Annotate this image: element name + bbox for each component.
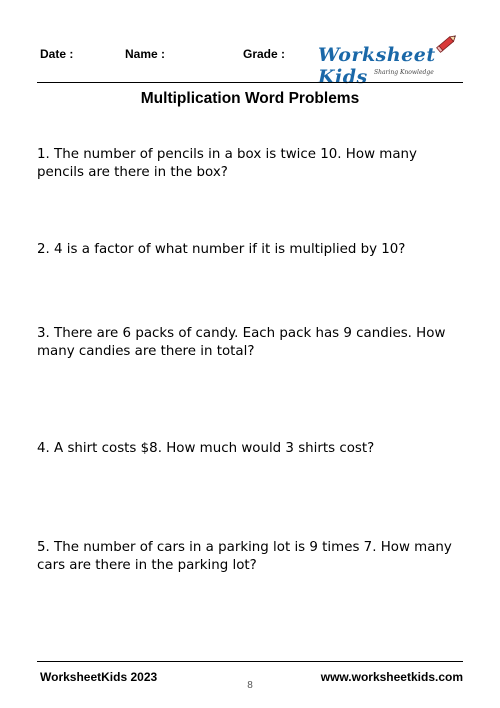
header-divider bbox=[37, 82, 463, 83]
name-label: Name : bbox=[125, 47, 166, 61]
grade-label: Grade : bbox=[243, 47, 286, 61]
date-label: Date : bbox=[40, 47, 74, 61]
question-1: 1. The number of pencils in a box is twice 10. How many pencils are there in the box? bbox=[37, 147, 417, 180]
question-5: 5. The number of cars in a parking lot is 9 times 7. How many cars are there in the parking lot? bbox=[37, 540, 452, 573]
question-4: 4. A shirt costs $8. How much would 3 shirts cost? bbox=[37, 441, 375, 456]
logo-text: Worksheet Kids bbox=[318, 44, 436, 88]
question-3: 3. There are 6 packs of candy. Each pack has 9 candies. How many candies are there in total? bbox=[37, 326, 446, 359]
page-title: Multiplication Word Problems bbox=[140, 90, 360, 107]
footer-divider bbox=[37, 661, 463, 662]
logo-tagline: Sharing Knowledge bbox=[374, 69, 434, 76]
page-number: 8 bbox=[247, 680, 253, 691]
footer-copyright: WorksheetKids 2023 bbox=[40, 670, 158, 684]
question-2: 2. 4 is a factor of what number if it is multiplied by 10? bbox=[37, 242, 406, 257]
footer-website: www.worksheetkids.com bbox=[320, 670, 463, 684]
worksheet-kids-logo bbox=[316, 40, 464, 88]
pencil-icon bbox=[434, 30, 460, 56]
